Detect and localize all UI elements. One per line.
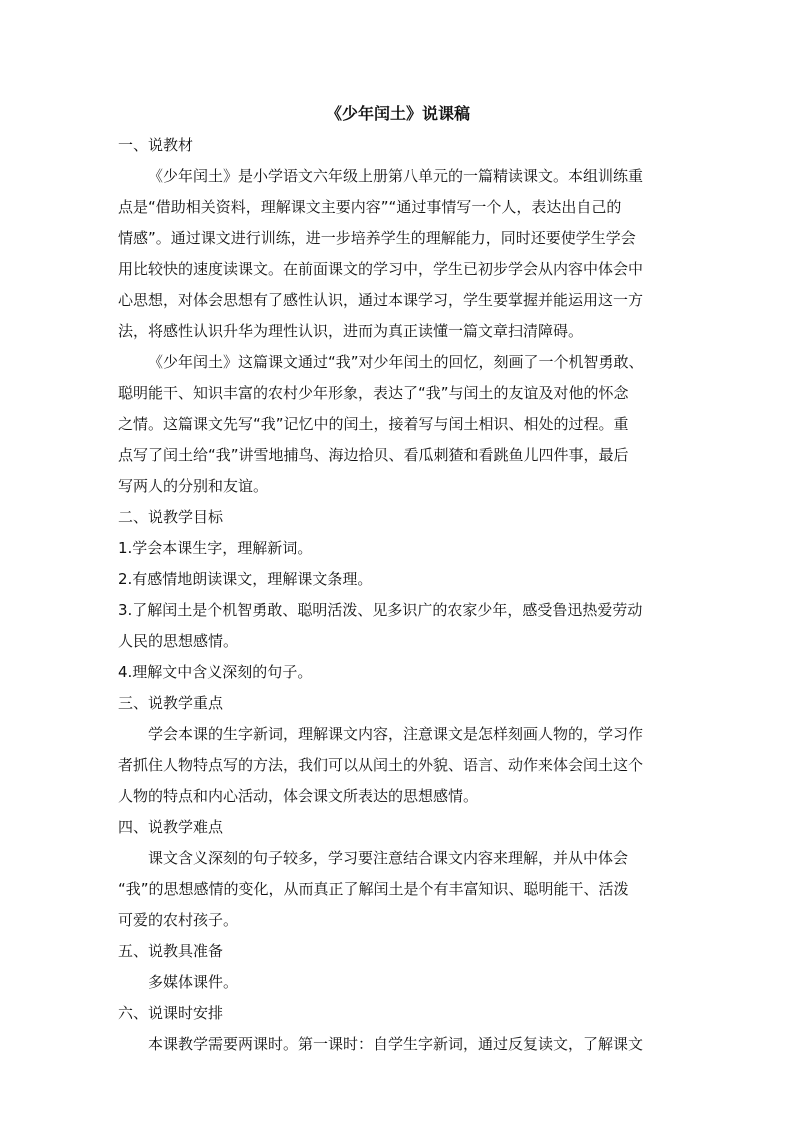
text-line: 《少年闰土》是小学语文六年级上册第八单元的一篇精读课文。本组训练重	[148, 167, 644, 185]
document-page	[118, 100, 678, 1060]
text-line: 心思想，对体会思想有了感性认识，通过本课学习，学生要掌握并能运用这一方	[118, 291, 644, 309]
paragraph-difficulties	[118, 843, 678, 936]
text-line: 写两人的分别和友谊。	[118, 477, 269, 495]
text-line: “我”的思想感情的变化，从而真正了解闰土是个有丰富知识、聪明能干、活泼	[118, 880, 629, 898]
text-line: 可爱的农村孩子。	[118, 911, 239, 929]
paragraph-textbook-1	[118, 161, 678, 347]
goal-item-1: 1.学会本课生字，理解新词。	[118, 539, 313, 557]
text-line: 《少年闰土》这篇课文通过“我”对少年闰土的回忆，刻画了一个机智勇敢、	[148, 353, 644, 371]
section-heading-6: 六、说课时安排	[118, 1004, 224, 1022]
goal-item-4: 4.理解文中含义深刻的句子。	[118, 663, 313, 681]
text-line: 人民的思想感情。	[118, 632, 239, 650]
text-line: 3.了解闰土是个机智勇敢、聪明活泼、见多识广的农家少年，感受鲁迅热爱劳动	[118, 601, 643, 619]
section-heading-5: 五、说教具准备	[118, 942, 224, 960]
document-title: 《少年闰土》说课稿	[325, 104, 470, 123]
text-line: 学会本课的生字新词，理解课文内容，注意课文是怎样刻画人物的，学习作	[148, 725, 644, 743]
section-heading-1: 一、说教材	[118, 136, 194, 154]
text-line: 之情。这篇课文先写“我”记忆中的闰土，接着写与闰土相识、相处的过程。重	[118, 415, 629, 433]
paragraph-key-points	[118, 719, 678, 812]
section-heading-3: 三、说教学重点	[118, 694, 224, 712]
text-line: 人物的特点和内心活动，体会课文所表达的思想感情。	[118, 787, 479, 805]
section-heading-4: 四、说教学难点	[118, 818, 224, 836]
paragraph-textbook-2	[118, 347, 678, 502]
paragraph-teaching-aids: 多媒体课件。	[148, 973, 239, 991]
goal-item-3	[118, 595, 678, 657]
text-line: 课文含义深刻的句子较多，学习要注意结合课文内容来理解，并从中体会	[148, 849, 629, 867]
text-line: 者抓住人物特点写的方法，我们可以从闰土的外貌、语言、动作来体会闰土这个	[118, 756, 644, 774]
text-line: 情感”。通过课文进行训练，进一步培养学生的理解能力，同时还要使学生学会	[118, 229, 636, 247]
text-line: 聪明能干、知识丰富的农村少年形象，表达了“我”与闰土的友谊及对他的怀念	[118, 384, 629, 402]
paragraph-schedule: 本课教学需要两课时。第一课时：自学生字新词，通过反复读文，了解课文	[148, 1035, 644, 1053]
text-line: 点是“借助相关资料，理解课文主要内容”“通过事情写一个人，表达出自己的	[118, 198, 622, 216]
text-line: 用比较快的速度读课文。在前面课文的学习中，学生已初步学会从内容中体会中	[118, 260, 644, 278]
goal-item-2: 2.有感情地朗读课文，理解课文条理。	[118, 570, 373, 588]
text-line: 法，将感性认识升华为理性认识，进而为真正读懂一篇文章扫清障碍。	[118, 322, 584, 340]
text-line: 点写了闰土给“我”讲雪地捕鸟、海边拾贝、看瓜刺猹和看跳鱼儿四件事，最后	[118, 446, 629, 464]
section-heading-2: 二、说教学目标	[118, 508, 224, 526]
